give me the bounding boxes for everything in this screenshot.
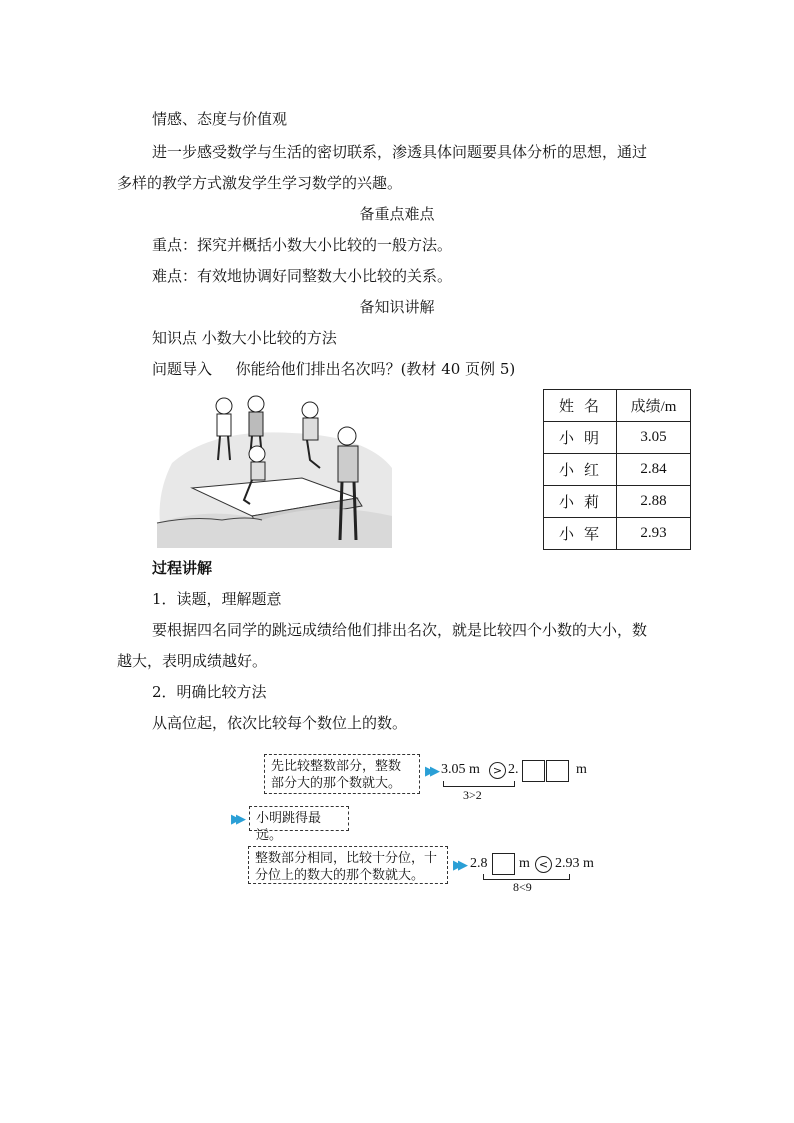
table-row	[544, 454, 691, 486]
row-name: 小军	[544, 518, 617, 550]
header-score: 成绩/m	[617, 390, 691, 422]
eq2-left: 2.8	[470, 856, 488, 871]
difficulty-text: 难点：有效地协调好同整数大小比较的关系。	[152, 267, 453, 285]
row-score: 3.05	[617, 422, 691, 454]
keypoints-heading: 备重点难点	[359, 205, 435, 223]
greater-than-circle: >	[489, 762, 506, 779]
double-chevron-right-icon: ▶▶	[453, 858, 463, 873]
intro-question: 你能给他们排出名次吗？(教材 40 页例 5)	[235, 360, 516, 378]
eq1-unit: m	[576, 762, 587, 777]
row-name: 小明	[544, 422, 617, 454]
table-row	[544, 486, 691, 518]
emotion-text-line2: 多样的教学方式激发学生学习数学的兴趣。	[117, 174, 403, 192]
keypoint-text: 重点：探究并概括小数大小比较的一般方法。	[152, 236, 453, 254]
eq2-unit: m	[519, 856, 530, 871]
hint-box-integer: 先比较整数部分，整数部分大的那个数就大。	[264, 754, 420, 794]
intro-line	[152, 358, 515, 380]
blank-digit-box	[522, 760, 545, 782]
hint-box-tenths: 整数部分相同，比较十分位，十分位上的数大的那个数就大。	[248, 846, 448, 884]
row-name: 小红	[544, 454, 617, 486]
emotion-text-line1: 进一步感受数学与生活的密切联系，渗透具体问题要具体分析的思想，通过	[152, 143, 648, 161]
step1-text-line2: 越大，表明成绩越好。	[117, 652, 268, 670]
eq1-note: 3>2	[463, 788, 482, 802]
step2-title: 2．明确比较方法	[152, 683, 267, 701]
long-jump-illustration	[152, 388, 398, 548]
conclusion-box: 小明跳得最远。	[249, 806, 349, 831]
less-than-circle: <	[535, 856, 552, 873]
header-name: 姓名	[544, 390, 617, 422]
table-header-row	[544, 390, 691, 422]
eq2-right: 2.93 m	[555, 856, 594, 871]
row-score: 2.88	[617, 486, 691, 518]
step1-title: 1．读题，理解题意	[152, 590, 282, 608]
table-row	[544, 518, 691, 550]
process-heading: 过程讲解	[152, 559, 213, 577]
step2-text: 从高位起，依次比较每个数位上的数。	[152, 714, 408, 732]
emotion-heading: 情感、态度与价值观	[152, 110, 288, 128]
row-name: 小莉	[544, 486, 617, 518]
intro-label: 问题导入	[152, 360, 213, 378]
score-table	[543, 389, 691, 550]
eq1-right: 2.	[508, 762, 519, 777]
brace-eq1	[443, 781, 515, 787]
eq2-note: 8<9	[513, 880, 532, 894]
blank-digit-box	[546, 760, 569, 782]
double-chevron-right-icon: ▶▶	[231, 812, 241, 827]
row-score: 2.84	[617, 454, 691, 486]
eq1-left: 3.05 m	[441, 762, 480, 777]
row-score: 2.93	[617, 518, 691, 550]
knowledge-heading: 备知识讲解	[359, 298, 435, 316]
blank-digit-box	[492, 853, 515, 875]
step1-text-line1: 要根据四名同学的跳远成绩给他们排出名次，就是比较四个小数的大小，数	[152, 621, 648, 639]
double-chevron-right-icon: ▶▶	[425, 764, 435, 779]
knowledge-point: 知识点 小数大小比较的方法	[152, 329, 337, 347]
table-row	[544, 422, 691, 454]
